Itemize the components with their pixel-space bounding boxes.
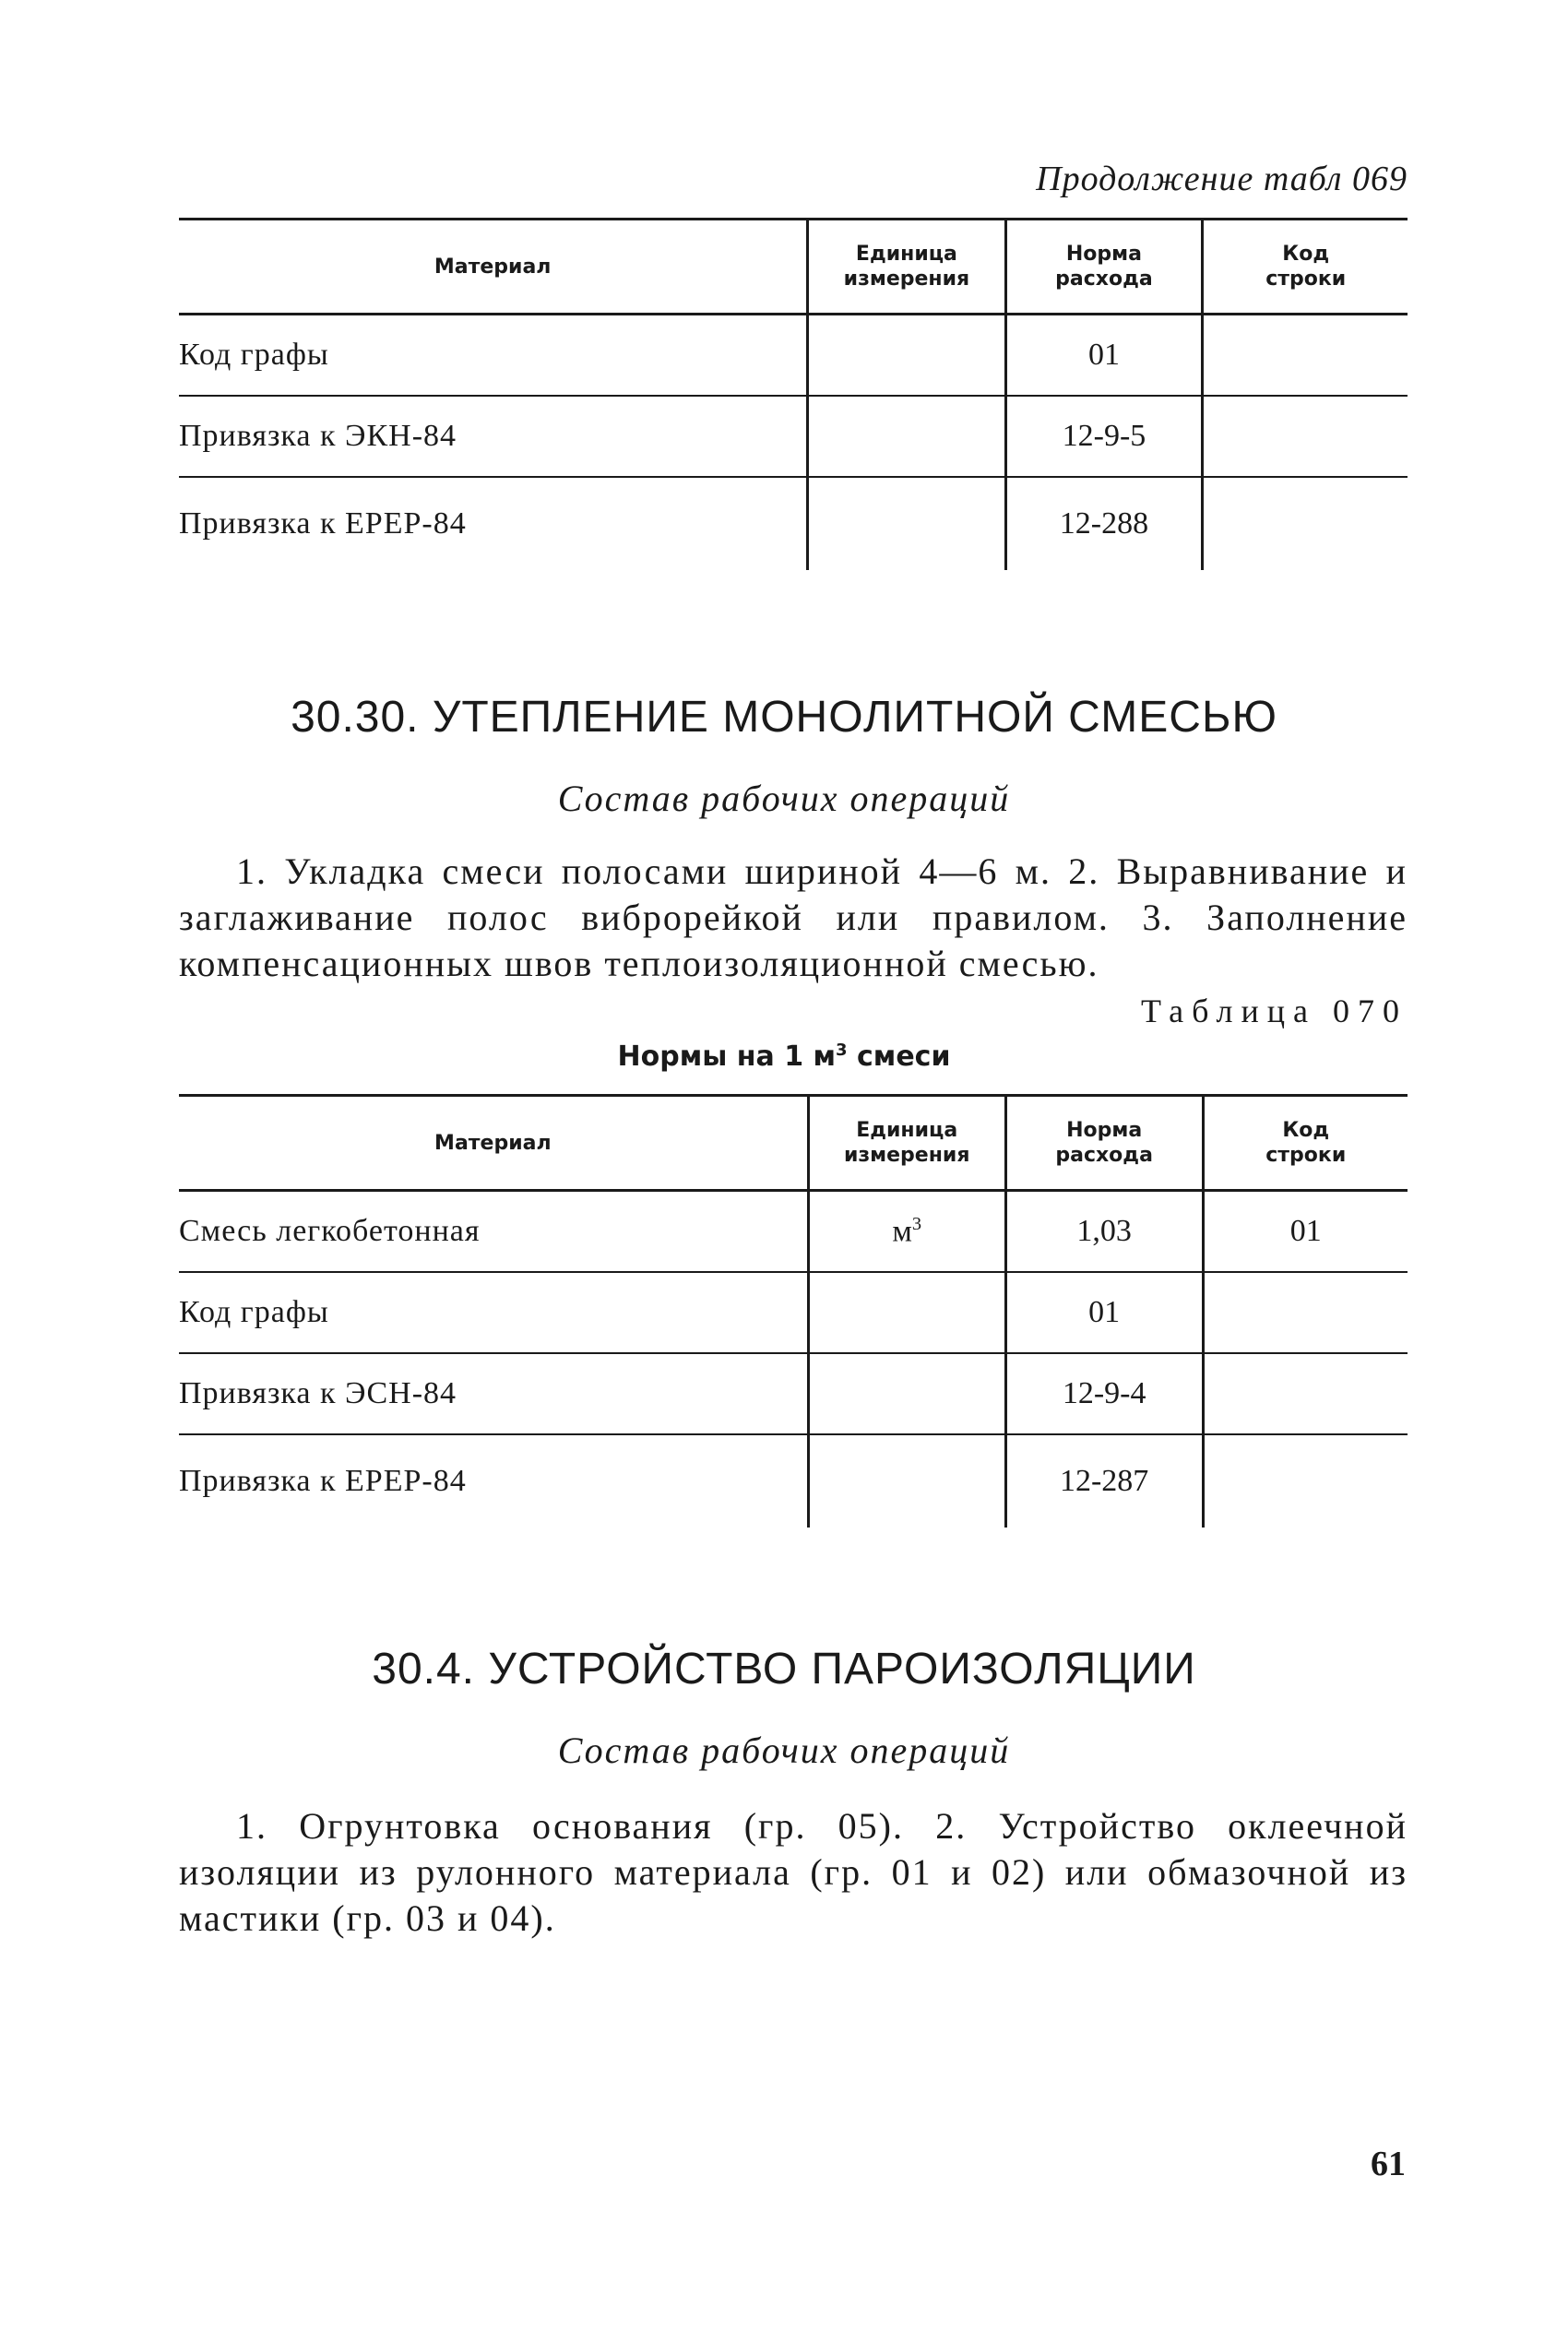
cell-material: Смесь легкобетонная xyxy=(179,1191,808,1273)
table-row xyxy=(179,477,1408,570)
section-title-304: 30.4. УСТРОЙСТВО ПАРОИЗОЛЯЦИИ xyxy=(372,1645,1196,1694)
table-header-row xyxy=(179,1096,1408,1191)
table-row xyxy=(179,1272,1408,1353)
cell-unit xyxy=(808,1272,1005,1353)
table-row xyxy=(179,1353,1408,1434)
cell-rate: 12-288 xyxy=(1005,477,1203,570)
header-unit: Единица измерения xyxy=(808,220,1005,315)
cell-material: Привязка к ЭКН-84 xyxy=(179,396,808,477)
cell-rate: 12-9-5 xyxy=(1005,396,1203,477)
section-paragraph-3030: 1. Укладка смеси полосами шириной 4—6 м. 2. Выравнивание и заглаживание полос виброрейкой или правилом. 3. Заполнение компенсационных швов теплоизоляционной смесью. xyxy=(179,850,1408,984)
header-unit: Единица измерения xyxy=(808,1096,1005,1191)
continuation-label: Продолжение табл 069 xyxy=(1036,160,1408,198)
header-rate: Норма расхода xyxy=(1005,1096,1203,1191)
cell-rate: 01 xyxy=(1005,315,1203,397)
cell-rate: 12-287 xyxy=(1005,1434,1203,1528)
cell-material: Код графы xyxy=(179,1272,808,1353)
cell-material: Код графы xyxy=(179,315,808,397)
cell-code: 01 xyxy=(1203,1191,1408,1273)
cell-code xyxy=(1203,477,1408,570)
cell-unit xyxy=(808,315,1005,397)
cell-unit: $м^3$ xyxy=(808,1191,1005,1273)
cell-rate: 1,03 xyxy=(1005,1191,1203,1273)
table-header-row xyxy=(179,220,1408,315)
cell-code xyxy=(1203,1434,1408,1528)
cell-material: Привязка к ЕРЕР-84 xyxy=(179,1464,467,1498)
cell-code xyxy=(1203,396,1408,477)
section-subtitle-3030: Состав рабочих операций xyxy=(557,778,1011,819)
section-paragraph-304: 1. Огрунтовка основания (гр. 05). 2. Устройство оклеечной изоляции из рулонного материала (гр. 01 и 02) или обмазочной из мастики (гр. 03 и 04). xyxy=(179,1805,1408,1939)
header-material: Материал xyxy=(179,1096,808,1191)
table-row xyxy=(179,396,1408,477)
cell-code xyxy=(1203,315,1408,397)
table-label-070: Таблица 070 xyxy=(1141,993,1408,1029)
header-code: Код строки xyxy=(1203,1096,1408,1191)
table-caption-070: Нормы на 1 $м^3$ смеси xyxy=(617,1040,951,1073)
page-number: 61 xyxy=(1371,2145,1406,2183)
header-code: Код строки xyxy=(1203,220,1408,315)
table-070 xyxy=(179,1094,1408,1528)
table-row xyxy=(179,315,1408,397)
section-title-3030: 30.30. УТЕПЛЕНИЕ МОНОЛИТНОЙ СМЕСЬЮ xyxy=(291,693,1277,742)
cell-material: Привязка к ЕРЕР-84 xyxy=(179,506,467,541)
cell-unit xyxy=(808,1353,1005,1434)
cell-code xyxy=(1203,1353,1408,1434)
cell-unit xyxy=(808,477,1005,570)
table-row xyxy=(179,1191,1408,1273)
header-material: Материал xyxy=(179,220,808,315)
cell-code xyxy=(1203,1272,1408,1353)
table-row xyxy=(179,1434,1408,1528)
table-069 xyxy=(179,218,1408,570)
cell-material: Привязка к ЭСН-84 xyxy=(179,1353,808,1434)
section-subtitle-304: Состав рабочих операций xyxy=(557,1730,1011,1771)
cell-rate: 01 xyxy=(1005,1272,1203,1353)
header-rate: Норма расхода xyxy=(1005,220,1203,315)
cell-rate: 12-9-4 xyxy=(1005,1353,1203,1434)
cell-unit xyxy=(808,1434,1005,1528)
cell-unit xyxy=(808,396,1005,477)
